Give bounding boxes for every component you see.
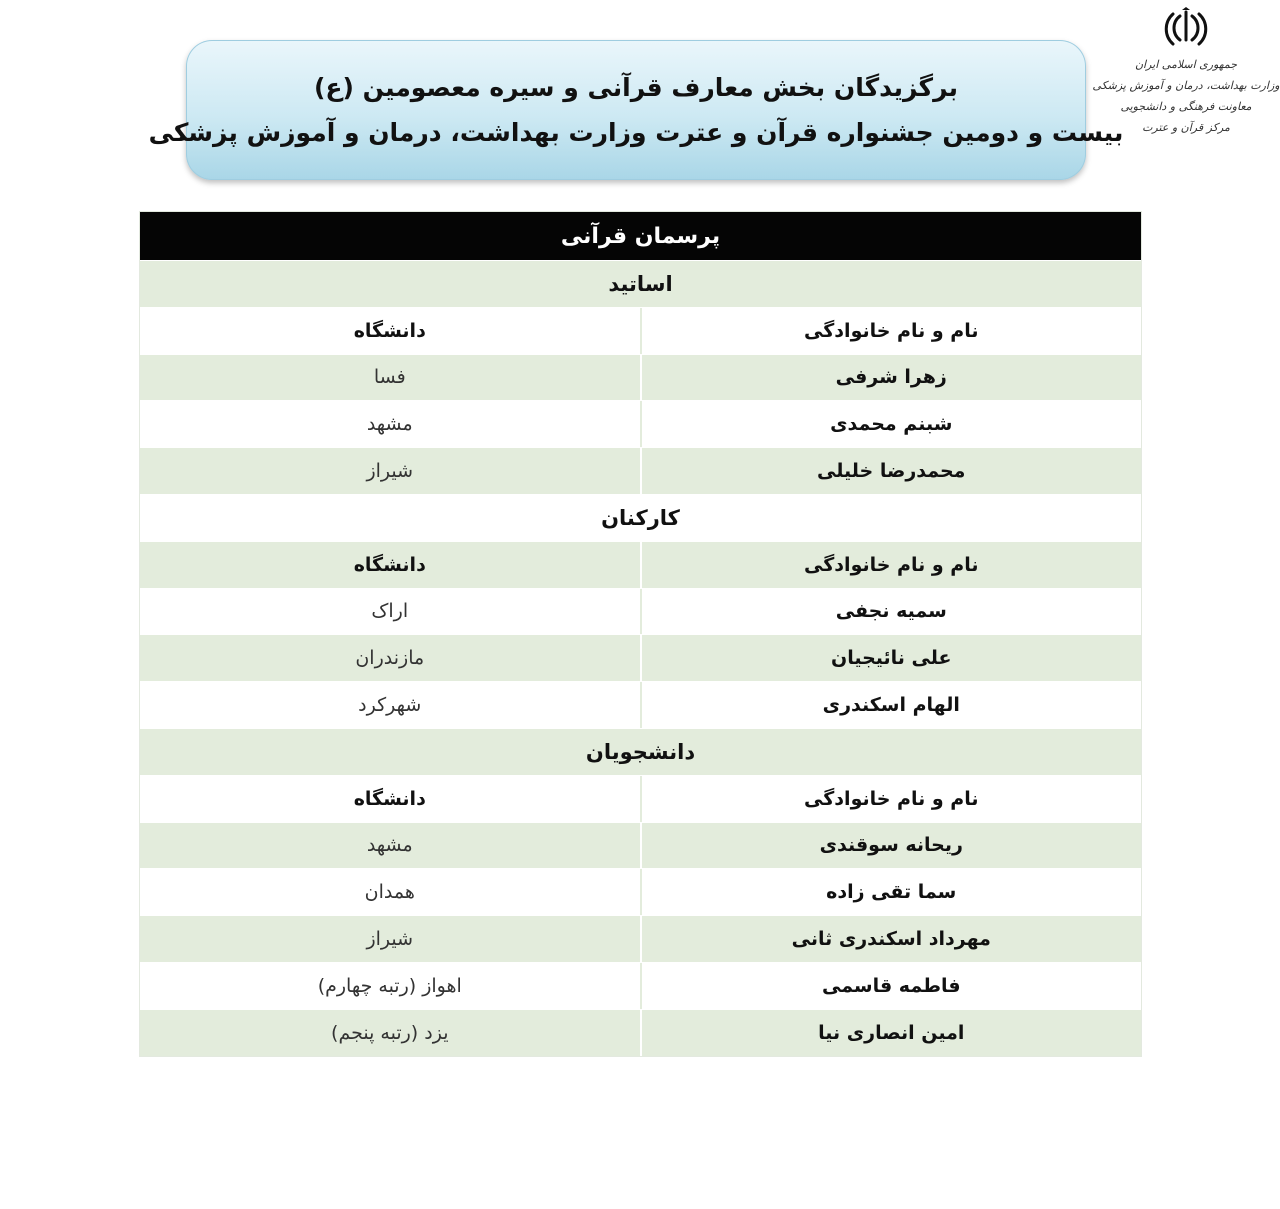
- banner-title-line2: بیست و دومین جشنواره قرآن و عترت وزارت بهداشت، درمان و آموزش پزشکی: [148, 118, 1124, 147]
- university-column-header: دانشگاه: [353, 553, 426, 576]
- section-heading: دانشجویان: [140, 728, 1141, 775]
- winner-university: یزد (رتبه پنجم): [331, 1021, 449, 1044]
- winner-name: سما تقی زاده: [640, 869, 1142, 915]
- winner-university: شیراز: [366, 928, 414, 951]
- emblem-line: وزارت بهداشت، درمان و آموزش پزشکی: [1092, 79, 1280, 92]
- winner-university: اراک: [371, 600, 409, 623]
- table-row: [140, 588, 1141, 635]
- winner-name: شبنم محمدی: [640, 401, 1142, 447]
- winner-university: شیراز: [366, 460, 414, 483]
- winner-university: فسا: [373, 366, 406, 389]
- winner-name: مهرداد اسکندری ثانی: [640, 916, 1142, 962]
- table-row: [140, 868, 1141, 915]
- table-title: پرسمان قرآنی: [140, 212, 1141, 260]
- university-column-header: دانشگاه: [353, 787, 426, 810]
- iran-emblem-icon: [1163, 6, 1209, 50]
- table-row: [140, 634, 1141, 681]
- banner-title-line1: برگزیدگان بخش معارف قرآنی و سیره معصومین (ع): [313, 73, 959, 102]
- winner-university: همدان: [364, 881, 415, 904]
- winner-name: علی نائیجیان: [640, 635, 1142, 681]
- table-row: [140, 1009, 1141, 1056]
- ministry-emblem: [1092, 6, 1280, 176]
- section-heading: کارکنان: [140, 494, 1141, 541]
- winner-university: مشهد: [366, 834, 413, 857]
- table-row: [140, 354, 1141, 401]
- winner-university: مشهد: [366, 413, 413, 436]
- column-header-row: [140, 775, 1141, 822]
- header-banner: [148, 40, 1124, 180]
- table-row: [140, 400, 1141, 447]
- winner-name: محمدرضا خلیلی: [640, 448, 1142, 494]
- emblem-line: معاونت فرهنگی و دانشجویی: [1120, 100, 1252, 113]
- winner-name: سمیه نجفی: [640, 589, 1142, 635]
- emblem-line: جمهوری اسلامی ایران: [1134, 58, 1238, 71]
- winner-name: امین انصاری نیا: [640, 1010, 1142, 1056]
- name-column-header: نام و نام خانوادگی: [640, 308, 1142, 354]
- winner-name: ریحانه سوقندی: [640, 823, 1142, 869]
- winner-university: مازندران: [355, 647, 425, 670]
- section-heading: اساتید: [140, 260, 1141, 307]
- winner-university: اهواز (رتبه چهارم): [317, 974, 462, 997]
- table-row: [140, 962, 1141, 1009]
- table-row: [140, 681, 1141, 728]
- column-header-row: [140, 307, 1141, 354]
- university-column-header: دانشگاه: [353, 319, 426, 342]
- winner-university: شهرکرد: [358, 694, 422, 717]
- winner-name: زهرا شرفی: [640, 355, 1142, 401]
- table-row: [140, 915, 1141, 962]
- winner-name: فاطمه قاسمی: [640, 963, 1142, 1009]
- table-row: [140, 447, 1141, 494]
- name-column-header: نام و نام خانوادگی: [640, 776, 1142, 822]
- winners-table: [139, 211, 1142, 1057]
- name-column-header: نام و نام خانوادگی: [640, 542, 1142, 588]
- column-header-row: [140, 541, 1141, 588]
- winner-name: الهام اسکندری: [640, 682, 1142, 728]
- emblem-line: مرکز قرآن و عترت: [1142, 121, 1230, 134]
- table-row: [140, 822, 1141, 869]
